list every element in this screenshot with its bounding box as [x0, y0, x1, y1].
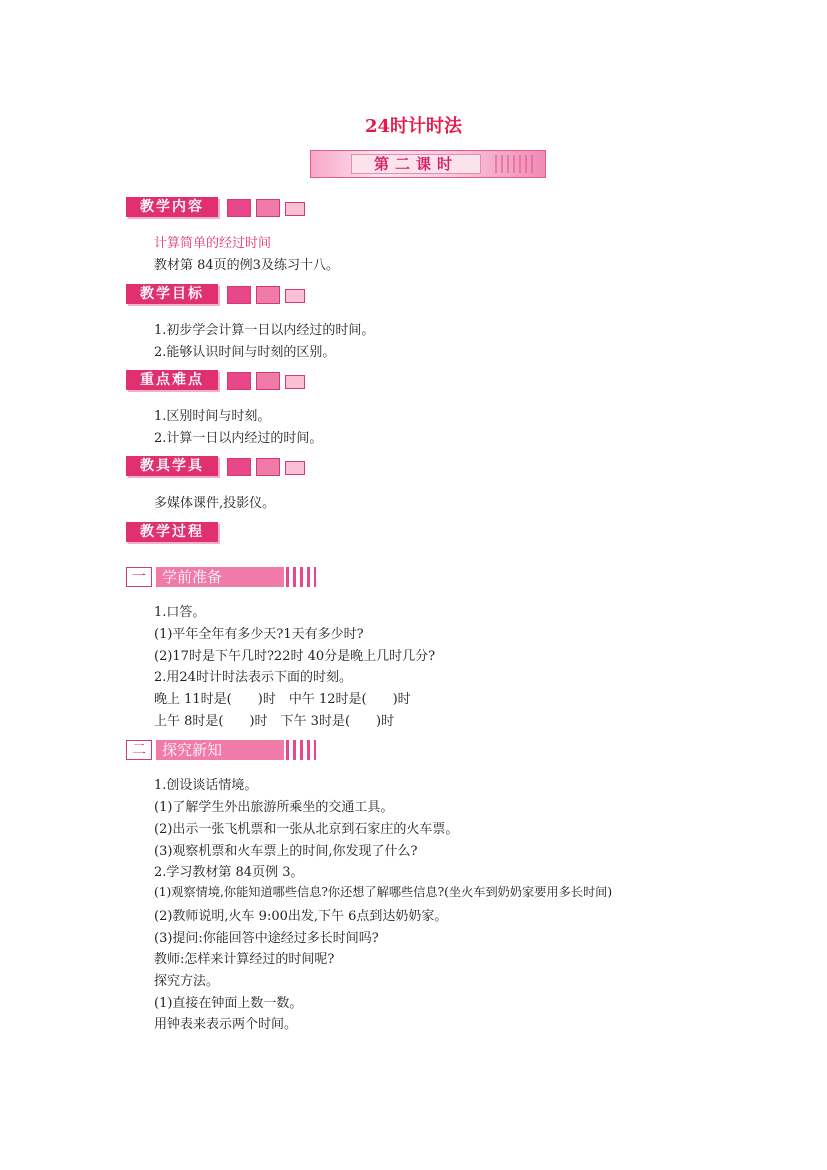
- part-stripes: [286, 740, 316, 760]
- decor-square: [256, 372, 280, 390]
- page-title: 24时计时法: [364, 116, 463, 137]
- part2-line: (1)观察情境,你能知道哪些信息?你还想了解哪些信息?(坐火车到奶奶家要用多长时间): [154, 885, 613, 899]
- content-line: 计算简单的经过时间: [154, 236, 272, 251]
- part-title: 探究新知: [156, 740, 284, 760]
- banner-stripes: [495, 155, 535, 173]
- part2-line: 1.创设谈话情境。: [154, 778, 258, 793]
- part2-line: (3)观察机票和火车票上的时间,你发现了什么?: [154, 844, 418, 859]
- part-title: 学前准备: [156, 567, 284, 587]
- decor-square: [256, 199, 280, 217]
- part-header-1: [126, 567, 316, 587]
- goal-line: 2.能够认识时间与时刻的区别。: [154, 345, 336, 360]
- part1-line: 上午 8时是( )时 下午 3时是( )时: [154, 714, 395, 729]
- part2-line: 探究方法。: [154, 974, 220, 989]
- part-stripes: [286, 567, 316, 587]
- decor-square: [285, 289, 305, 303]
- decor-square: [285, 461, 305, 475]
- decor-square: [285, 202, 305, 216]
- part1-line: 1.口答。: [154, 605, 206, 620]
- part-header-2: [126, 740, 316, 760]
- decor-square: [285, 375, 305, 389]
- section-label: 教学内容: [126, 197, 218, 217]
- lesson-label: 第二课时: [351, 154, 481, 174]
- keypoint-line: 1.区别时间与时刻。: [154, 409, 271, 424]
- tools-line: 多媒体课件,投影仪。: [154, 496, 276, 511]
- part2-line: 用钟表来表示两个时间。: [154, 1017, 298, 1032]
- decor-square: [256, 286, 280, 304]
- keypoint-line: 2.计算一日以内经过的时间。: [154, 431, 323, 446]
- part-number: 二: [126, 740, 152, 760]
- decor-square: [227, 199, 251, 217]
- decor-square: [256, 458, 280, 476]
- part2-line: (1)直接在钟面上数一数。: [154, 996, 303, 1011]
- decor-square: [227, 458, 251, 476]
- part2-line: (2)出示一张飞机票和一张从北京到石家庄的火车票。: [154, 822, 459, 837]
- part2-line: 2.学习教材第 84页例 3。: [154, 865, 304, 880]
- part2-line: (1)了解学生外出旅游所乘坐的交通工具。: [154, 800, 394, 815]
- lesson-banner: [310, 150, 546, 178]
- section-label: 教学过程: [126, 522, 218, 542]
- decor-square: [227, 286, 251, 304]
- part2-line: (3)提问:你能回答中途经过多长时间吗?: [154, 931, 379, 946]
- part2-line: (2)教师说明,火车 9:00出发,下午 6点到达奶奶家。: [154, 909, 448, 924]
- goal-line: 1.初步学会计算一日以内经过的时间。: [154, 323, 375, 338]
- section-label: 重点难点: [126, 370, 218, 390]
- section-label: 教具学具: [126, 456, 218, 476]
- part1-line: (1)平年全年有多少天?1天有多少时?: [154, 627, 364, 642]
- content-line: 教材第 84页的例3及练习十八。: [154, 258, 339, 273]
- part1-line: (2)17时是下午几时?22时 40分是晚上几时几分?: [154, 649, 436, 664]
- part2-line: 教师:怎样来计算经过的时间呢?: [154, 952, 335, 967]
- part1-line: 2.用24时计时法表示下面的时刻。: [154, 670, 352, 685]
- part-number: 一: [126, 567, 152, 587]
- decor-square: [227, 372, 251, 390]
- section-label: 教学目标: [126, 284, 218, 304]
- part1-line: 晚上 11时是( )时 中午 12时是( )时: [154, 692, 411, 707]
